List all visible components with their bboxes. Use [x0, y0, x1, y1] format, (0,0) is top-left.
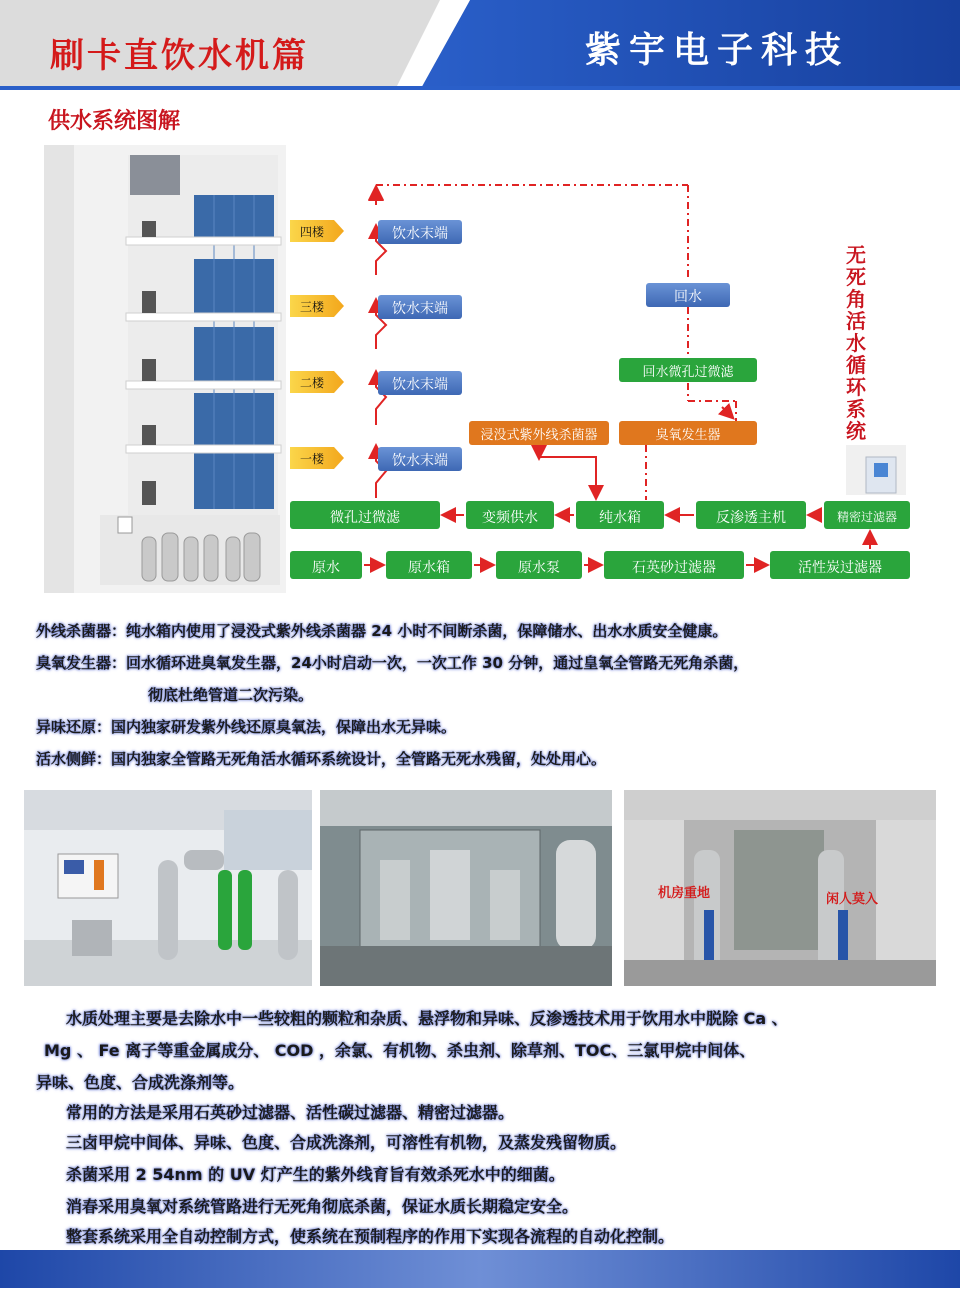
equipment-photo-2 [320, 790, 612, 986]
return-water-box: 回水 [674, 289, 702, 305]
terminal-1: 饮水末端 [392, 453, 448, 469]
terminal-2: 饮水末端 [392, 377, 448, 393]
floor-tag-4: 四楼 [299, 225, 324, 239]
carbon-filter-box: 活性炭过滤器 [798, 560, 882, 576]
micro-filter-box: 微孔过微滤 [330, 510, 400, 526]
feature-ozone-label: 臭氧发生器： [36, 654, 127, 672]
ro-host-box: 反渗透主机 [716, 510, 786, 526]
return-filter-box: 回水微孔过微滤 [642, 365, 734, 380]
paragraph-line-5: 三卤甲烷中间体、异味、色度、合成洗涤剂，可溶性有机物，及蒸发残留物质。 [66, 1133, 627, 1152]
feature-odor-text: 国内独家研发紫外线还原臭氧法，保障出水无异味。 [111, 718, 457, 736]
floor-tag-2: 二楼 [299, 376, 324, 390]
paragraph-line-3: 异味、色度、合成洗涤剂等。 [36, 1073, 245, 1092]
terminal-3: 饮水末端 [392, 301, 448, 317]
feature-fresh-label: 活水侧鲜： [36, 750, 112, 768]
feature-odor-label: 异味还原： [36, 718, 112, 736]
raw-tank-box: 原水箱 [408, 560, 450, 576]
uv-sterilizer-box: 浸没式紫外线杀菌器 [480, 428, 598, 443]
building-illustration [44, 145, 286, 593]
feature-ozone-text: 回水循环进臭氧发生器，24小时启动一次，一次工作 30 分钟，通过皇氧全管路无死角杀菌， [126, 654, 749, 672]
sand-filter-box: 石英砂过滤器 [632, 560, 716, 576]
feature-fresh-text: 国内独家全管路无死角活水循环系统设计，全管路无死水残留，处处用心。 [111, 750, 607, 768]
raw-pump-box: 原水泵 [518, 560, 560, 576]
paragraph-line-8: 整套系统采用全自动控制方式，使系统在预制程序的作用下实现各流程的自动化控制。 [66, 1227, 675, 1246]
header-left-title: 刷卡直饮水机篇 [50, 36, 309, 76]
ozone-box: 臭氧发生器 [655, 428, 721, 443]
feature-ozone-cont-text: 彻底杜绝管道二次污染。 [148, 686, 314, 704]
paragraph-line-2: Mg 、 Fe 离子等重金属成分、 COD ，余氯、有机物、杀虫剂、除草剂、TOC、三氯甲烷中间体、 [44, 1041, 756, 1060]
feature-uv-text: 纯水箱内使用了浸没式紫外线杀菌器 24 小时不间断杀菌，保障储水、出水水质安全健康。 [126, 622, 728, 640]
paragraph-line-1: 水质处理主要是去除水中一些较粗的颗粒和杂质、悬浮物和异味、反渗透技术用于饮用水中脱除 Ca 、 [66, 1009, 788, 1028]
pure-tank-box: 纯水箱 [599, 510, 641, 526]
floor-tag-1: 一楼 [299, 452, 324, 466]
header-right-title: 紫宇电子科技 [585, 30, 850, 71]
footer-band [0, 1250, 960, 1299]
feature-ozone [36, 652, 748, 673]
paragraph-line-6: 杀菌采用 2 54nm 的 UV 灯产生的紫外线育旨有效杀死水中的细菌。 [66, 1165, 565, 1184]
photo3-sign-right: 闲人莫入 [826, 892, 879, 907]
vertical-system-label: 无死角活水循环系统 [846, 243, 866, 443]
feature-odor [36, 716, 456, 737]
floor-tag-3: 三楼 [299, 300, 324, 314]
header-banner [0, 0, 960, 90]
floor-tags [290, 220, 344, 469]
feature-fresh [36, 748, 606, 769]
feature-uv-label: 外线杀菌器： [36, 622, 127, 640]
feature-ozone-cont [148, 684, 313, 705]
paragraph-line-4: 常用的方法是采用石英砂过滤器、活性碳过滤器、精密过滤器。 [66, 1103, 515, 1122]
vf-supply-box: 变频供水 [482, 510, 538, 526]
terminal-4: 饮水末端 [392, 226, 448, 242]
section-title: 供水系统图解 [48, 109, 181, 134]
precision-filter-box: 精密过滤器 [836, 510, 897, 524]
paragraph-line-7: 消春采用臭氧对系统管路进行无死角彻底杀菌，保证水质长期稳定安全。 [66, 1197, 579, 1216]
raw-water-box: 原水 [312, 560, 340, 576]
equipment-photo-1 [24, 790, 312, 986]
photo3-sign-left: 机房重地 [658, 886, 711, 901]
feature-uv [36, 620, 727, 641]
